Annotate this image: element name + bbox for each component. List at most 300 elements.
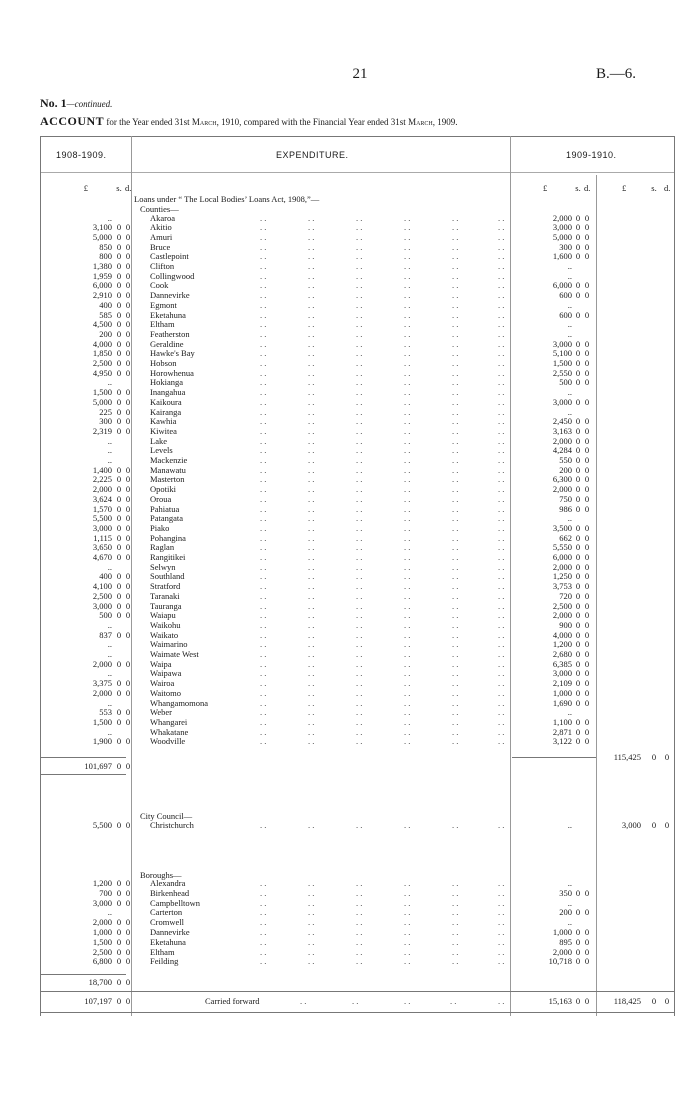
- cell-shillings-1908: 0: [116, 946, 122, 957]
- cell-pounds-1908: 1,380: [92, 261, 112, 271]
- cell-name: Birkenhead: [150, 887, 190, 898]
- unit-s-mid: s.: [575, 183, 581, 193]
- cell-shillings-1908: 0: [116, 280, 122, 291]
- counties-total-underline: [40, 774, 126, 775]
- cell-pounds-1908: 700: [99, 887, 112, 898]
- cell-shillings-1909: 0: [575, 571, 581, 582]
- cell-pence-1908: 0: [125, 484, 131, 495]
- cell-pounds-1908: 2,000: [92, 687, 112, 698]
- cell-shillings-1909: 0: [575, 736, 581, 747]
- cell-shillings-1909: 0: [575, 309, 581, 320]
- table-row: 2,910 0 0 Dannevirke 600 0 0 . . . . . . . . . . . .: [92, 290, 590, 301]
- table-row: 1,959 0 0 Collingwood .. . . . . . . . . . . . .: [92, 270, 572, 281]
- cell-pence-1909: 0: [584, 231, 590, 242]
- cell-pounds-1909: 2,000: [552, 212, 572, 223]
- table-row: 3,000 0 0 Piako 3,500 0 0 . . . . . . . . . . . .: [92, 522, 590, 533]
- cell-pounds-1909: ..: [567, 878, 572, 888]
- carried-total-shillings: 0: [651, 996, 657, 1006]
- table-row: 1,115 0 0 Pohangina 662 0 0 . . . . . . . . . . . .: [93, 532, 590, 543]
- cell-shillings-1908: 0: [116, 309, 122, 320]
- cell-shillings-1909: 0: [575, 542, 581, 553]
- cell-pence-1909: 0: [584, 726, 590, 737]
- cell-shillings-1908: 0: [116, 610, 122, 621]
- cell-pence-1908: 0: [125, 338, 131, 349]
- unit-pound-mid: £: [543, 183, 548, 193]
- cell-pounds-1909: 5,000: [552, 231, 572, 242]
- table-row: 400 0 0 Egmont .. . . . . . . . . . . . .: [99, 299, 572, 310]
- cell-shillings-1908: 0: [116, 629, 122, 640]
- cell-shillings-1908: 0: [116, 299, 122, 310]
- cell-shillings-1908: 0: [116, 270, 122, 281]
- table-row: 6,800 0 0 Feilding 10,718 0 0 . . . . . . . . . . . .: [92, 956, 590, 967]
- cell-pounds-1908: ..: [107, 435, 112, 446]
- cell-pounds-1908: ..: [107, 212, 112, 223]
- cell-pounds-1908: 2,000: [92, 658, 112, 669]
- cell-pence-1909: 0: [584, 396, 590, 407]
- cell-pence-1909: 0: [584, 348, 590, 359]
- table-row: .. Waikohu 900 0 0 . . . . . . . . . . . .: [107, 619, 590, 630]
- cell-pounds-1908: 400: [99, 299, 112, 310]
- cell-pounds-1908: 1,850: [92, 348, 112, 359]
- cell-pence-1908: 0: [125, 241, 131, 252]
- cell-pounds-1908: 3,650: [92, 542, 112, 553]
- cell-shillings-1909: 0: [575, 474, 581, 485]
- cell-pounds-1908: ..: [107, 907, 112, 918]
- cell-pounds-1908: 3,100: [92, 222, 112, 233]
- account-text-1: for the Year ended 31st: [106, 117, 190, 127]
- cell-shillings-1908: 0: [116, 396, 122, 407]
- cell-pounds-1908: 300: [99, 416, 112, 427]
- cell-name: Wairoa: [150, 678, 175, 689]
- cell-pounds-1908: 225: [99, 406, 112, 417]
- cell-shillings-1909: 0: [575, 503, 581, 514]
- cell-pounds-1909: ..: [567, 387, 572, 398]
- cell-pence-1909: 0: [584, 629, 590, 640]
- cell-pence-1909: 0: [584, 222, 590, 233]
- cell-name: Tauranga: [150, 600, 182, 611]
- cell-pounds-1908: 6,800: [92, 956, 112, 967]
- cell-name: Raglan: [150, 542, 175, 553]
- cell-pence-1908: 0: [125, 936, 131, 947]
- cell-pence-1909: 0: [584, 522, 590, 533]
- table-row: 4,500 0 0 Eltham .. . . . . . . . . . . . .: [92, 319, 572, 330]
- cell-pounds-1908: 5,000: [92, 396, 112, 407]
- cell-pounds-1909: 3,000: [552, 338, 572, 349]
- cell-pounds-1909: ..: [567, 328, 572, 339]
- cell-pounds-1909: 1,500: [552, 358, 572, 368]
- cell-name: Collingwood: [150, 270, 195, 281]
- cell-name: Clifton: [150, 261, 175, 271]
- city-shillings-1908: 0: [116, 820, 122, 830]
- cell-pence-1909: 0: [584, 338, 590, 349]
- expenditure-header: EXPENDITURE.: [276, 150, 349, 160]
- cell-name: Geraldine: [150, 338, 184, 349]
- cell-pounds-1908: 4,950: [92, 367, 112, 378]
- cell-shillings-1909: 0: [575, 687, 581, 698]
- table-row: 400 0 0 Southland 1,250 0 0 . . . . . . . . . . . .: [99, 571, 590, 582]
- cell-shillings-1908: 0: [116, 503, 122, 514]
- cell-pence-1908: 0: [125, 897, 131, 908]
- cell-pounds-1909: 2,000: [552, 561, 572, 572]
- unit-d-right: d.: [664, 183, 671, 193]
- march-2: March: [408, 117, 433, 127]
- cell-pounds-1909: ..: [567, 270, 572, 281]
- cell-shillings-1908: 0: [116, 348, 122, 359]
- cell-shillings-1909: 0: [575, 927, 581, 937]
- cell-pounds-1908: 4,500: [92, 319, 112, 330]
- cell-pence-1908: 0: [125, 887, 131, 898]
- cell-pence-1909: 0: [584, 946, 590, 957]
- cell-pence-1909: 0: [584, 474, 590, 485]
- cell-pounds-1908: 2,500: [92, 358, 112, 368]
- cell-pounds-1908: 850: [99, 241, 112, 252]
- table-row: 2,225 0 0 Masterton 6,300 0 0 . . . . . . . . . . . .: [92, 474, 590, 485]
- cell-pounds-1909: 3,000: [552, 668, 572, 679]
- table-row: 3,000 0 0 Tauranga 2,500 0 0 . . . . . . . . . . . .: [92, 600, 590, 611]
- cell-shillings-1908: 0: [116, 878, 122, 888]
- table-row: 3,624 0 0 Oroua 750 0 0 . . . . . . . . . . . .: [92, 493, 590, 504]
- cell-pounds-1909: ..: [567, 917, 572, 928]
- city-row: 5,500 0 0 Christchurch . . . . . . . . . . . . .. 3,000 0 0: [92, 820, 670, 830]
- cell-pounds-1908: ..: [107, 726, 112, 737]
- cell-pounds-1908: 3,000: [92, 600, 112, 611]
- unit-d-left: d.: [125, 183, 132, 193]
- cell-pence-1909: 0: [584, 367, 590, 378]
- cell-shillings-1909: 0: [575, 697, 581, 708]
- cell-shillings-1908: 0: [116, 736, 122, 747]
- cell-name: Waipa: [150, 658, 172, 669]
- cell-pence-1908: 0: [125, 678, 131, 689]
- cell-pounds-1908: ..: [107, 649, 112, 659]
- cell-pence-1908: 0: [125, 464, 131, 475]
- cell-name: Dannevirke: [150, 927, 190, 937]
- table-row: 225 0 0 Kairanga .. . . . . . . . . . . . .: [99, 406, 572, 417]
- account-word: ACCOUNT: [40, 114, 105, 128]
- table-row: .. Lake 2,000 0 0 . . . . . . . . . . . .: [107, 435, 590, 446]
- cell-name: Southland: [150, 571, 185, 582]
- cell-pence-1908: 0: [125, 610, 131, 621]
- cell-pounds-1909: ..: [567, 261, 572, 271]
- cell-shillings-1909: 0: [575, 581, 581, 592]
- table-row: 200 0 0 Featherston .. . . . . . . . . . . . .: [99, 328, 572, 339]
- cell-name: Feilding: [150, 956, 179, 967]
- cell-pence-1908: 0: [125, 348, 131, 359]
- cell-pounds-1909: 350: [559, 887, 572, 898]
- cell-pence-1909: 0: [584, 212, 590, 223]
- cell-pence-1908: 0: [125, 513, 131, 524]
- cell-pounds-1908: 4,000: [92, 338, 112, 349]
- cell-pounds-1908: 585: [99, 309, 112, 320]
- cell-name: Kaikoura: [150, 396, 182, 407]
- cell-name: Bruce: [150, 241, 171, 252]
- table-row: 850 0 0 Bruce 300 0 0 . . . . . . . . . . . .: [99, 241, 590, 252]
- cell-pounds-1908: 800: [99, 251, 112, 262]
- left-year-header: 1908-1909.: [56, 150, 107, 160]
- cell-shillings-1908: 0: [116, 707, 122, 718]
- table-row: .. Whangamomona 1,690 0 0 . . . . . . . . . . . .: [107, 697, 590, 708]
- cell-name: Woodville: [150, 736, 186, 747]
- cell-pounds-1909: 5,550: [552, 542, 572, 553]
- cell-pounds-1909: 600: [559, 290, 572, 301]
- table-row: 4,000 0 0 Geraldine 3,000 0 0 . . . . . . . . . . . .: [92, 338, 590, 349]
- cell-pence-1908: 0: [125, 532, 131, 543]
- table-row: 4,670 0 0 Rangitikei 6,000 0 0 . . . . . . . . . . . .: [92, 552, 590, 562]
- cell-name: Akitio: [150, 222, 172, 233]
- boroughs-total-shillings: 0: [116, 977, 122, 987]
- cell-pence-1909: 0: [584, 907, 590, 918]
- cell-name: Pohangina: [150, 532, 186, 543]
- counties-total-shillings-1908: 0: [116, 761, 122, 771]
- cell-pence-1908: 0: [125, 396, 131, 407]
- header-rule: [40, 172, 674, 173]
- table-row: 4,100 0 0 Stratford 3,753 0 0 . . . . . . . . . . . .: [92, 581, 590, 592]
- cell-name: Amuri: [150, 231, 173, 242]
- table-row: 2,500 0 0 Taranaki 720 0 0 . . . . . . . . . . . .: [92, 590, 590, 601]
- cell-pounds-1909: 2,871: [552, 726, 572, 737]
- cell-pence-1908: 0: [125, 542, 131, 553]
- cell-pence-1909: 0: [584, 552, 590, 562]
- cell-pence-1909: 0: [584, 610, 590, 621]
- cell-pence-1908: 0: [125, 707, 131, 718]
- cell-shillings-1908: 0: [116, 338, 122, 349]
- cell-name: Oroua: [150, 493, 172, 504]
- cell-pence-1909: 0: [584, 377, 590, 388]
- cell-pence-1908: 0: [125, 425, 131, 436]
- cell-name: Pahiatua: [150, 503, 180, 514]
- cell-shillings-1908: 0: [116, 600, 122, 611]
- cell-name: Opotiki: [150, 484, 176, 495]
- cell-pounds-1909: 10,718: [548, 956, 572, 967]
- cell-name: Weber: [150, 707, 172, 718]
- city-name: Christchurch: [150, 820, 194, 830]
- cell-pounds-1909: ..: [567, 319, 572, 330]
- cell-shillings-1908: 0: [116, 956, 122, 967]
- cell-pence-1908: 0: [125, 503, 131, 514]
- cell-shillings-1908: 0: [116, 416, 122, 427]
- boroughs-total-pence: 0: [125, 977, 131, 987]
- cell-name: Kairanga: [150, 406, 182, 417]
- cell-pounds-1908: ..: [107, 561, 112, 572]
- cell-shillings-1908: 0: [116, 678, 122, 689]
- cell-shillings-1909: 0: [575, 222, 581, 233]
- cell-name: Patangata: [150, 513, 184, 524]
- cell-name: Manawatu: [150, 464, 186, 475]
- cell-pence-1909: 0: [584, 590, 590, 601]
- cell-name: Masterton: [150, 474, 185, 485]
- counties-total-left-row: [0, 762, 700, 771]
- cell-pounds-1908: 1,200: [92, 878, 112, 888]
- cell-pence-1908: 0: [125, 270, 131, 281]
- cell-shillings-1909: 0: [575, 435, 581, 446]
- table-row: 1,000 0 0 Dannevirke 1,000 0 0 . . . . . . . . . . . .: [92, 927, 590, 937]
- cell-shillings-1908: 0: [116, 425, 122, 436]
- cell-shillings-1908: 0: [116, 522, 122, 533]
- counties-heading: Counties—: [140, 204, 179, 214]
- cell-shillings-1908: 0: [116, 358, 122, 368]
- table-row: .. Waimarino 1,200 0 0 . . . . . . . . . . . .: [107, 639, 590, 650]
- cell-pence-1909: 0: [584, 697, 590, 708]
- cell-shillings-1909: 0: [575, 887, 581, 898]
- cell-shillings-1909: 0: [575, 348, 581, 359]
- cell-pence-1909: 0: [584, 658, 590, 669]
- counties-total-shillings-1909: 0: [651, 752, 657, 762]
- cell-shillings-1909: 0: [575, 251, 581, 262]
- cell-shillings-1909: 0: [575, 956, 581, 967]
- cell-pounds-1908: 2,319: [92, 425, 112, 436]
- cell-shillings-1909: 0: [575, 552, 581, 562]
- cell-pence-1909: 0: [584, 241, 590, 252]
- cell-shillings-1909: 0: [575, 629, 581, 640]
- carried-forward-row: 107,197 0 0 Carried forward . . . . . . . . . . 15,163 0 0 118,425 0 0: [84, 996, 670, 1006]
- table-row: 837 0 0 Waikato 4,000 0 0 . . . . . . . . . . . .: [99, 629, 590, 640]
- cell-shillings-1909: 0: [575, 377, 581, 388]
- cell-shillings-1908: 0: [116, 897, 122, 908]
- carried-pounds-1908: 107,197: [84, 996, 112, 1006]
- cell-name: Waikohu: [150, 619, 181, 630]
- cell-shillings-1908: 0: [116, 927, 122, 937]
- cell-pounds-1908: 1,500: [92, 716, 112, 727]
- table-row: 1,500 0 0 Inangahua .. . . . . . . . . . . . .: [92, 387, 572, 398]
- cell-shillings-1908: 0: [116, 474, 122, 485]
- cell-pounds-1909: 720: [559, 590, 572, 601]
- cell-name: Whakatane: [150, 726, 189, 737]
- cell-pounds-1909: 1,250: [552, 571, 572, 582]
- cell-pence-1909: 0: [584, 927, 590, 937]
- counties-total-pence-1909: 0: [664, 752, 670, 762]
- cell-shillings-1909: 0: [575, 610, 581, 621]
- cell-name: Stratford: [150, 581, 181, 592]
- cell-shillings-1908: 0: [116, 387, 122, 398]
- cell-pence-1909: 0: [584, 416, 590, 427]
- cell-pounds-1908: 1,570: [92, 503, 112, 514]
- cell-pence-1909: 0: [584, 639, 590, 650]
- cell-name: Mackenzie: [150, 455, 188, 465]
- cell-shillings-1909: 0: [575, 678, 581, 689]
- cell-shillings-1909: 0: [575, 425, 581, 436]
- cell-pence-1909: 0: [584, 687, 590, 698]
- cell-shillings-1908: 0: [116, 319, 122, 330]
- cell-pounds-1908: 1,000: [92, 927, 112, 937]
- table-row: 3,650 0 0 Raglan 5,550 0 0 . . . . . . . . . . . .: [92, 542, 590, 553]
- cell-name: Egmont: [150, 299, 177, 310]
- table-row: .. Waipawa 3,000 0 0 . . . . . . . . . . . .: [107, 668, 590, 679]
- cell-pounds-1908: 2,000: [92, 484, 112, 495]
- cell-name: Waipawa: [150, 668, 182, 679]
- cell-pounds-1908: 1,500: [92, 387, 112, 398]
- cell-pounds-1909: 3,500: [552, 522, 572, 533]
- city-pounds-1908: 5,500: [92, 820, 112, 830]
- cell-pounds-1909: 6,300: [552, 474, 572, 485]
- table-row: 1,380 0 0 Clifton .. . . . . . . . . . . . .: [92, 261, 572, 271]
- cell-pence-1909: 0: [584, 581, 590, 592]
- boroughs-heading: Boroughs—: [140, 870, 182, 880]
- cell-shillings-1909: 0: [575, 484, 581, 495]
- cell-pence-1909: 0: [584, 455, 590, 465]
- cell-pounds-1908: 5,000: [92, 231, 112, 242]
- cell-pence-1909: 0: [584, 251, 590, 262]
- cell-name: Inangahua: [150, 387, 186, 398]
- cell-pence-1908: 0: [125, 319, 131, 330]
- city-total-pence: 0: [664, 820, 670, 830]
- cell-pounds-1909: 2,500: [552, 600, 572, 611]
- cell-shillings-1909: 0: [575, 231, 581, 242]
- cell-pounds-1909: 1,600: [552, 251, 572, 262]
- table-row: 300 0 0 Kawhia 2,450 0 0 . . . . . . . . . . . .: [99, 416, 590, 427]
- cell-shillings-1909: 0: [575, 493, 581, 504]
- unit-s-left: s.: [116, 183, 122, 193]
- unit-s-right: s.: [651, 183, 657, 193]
- table-row: 1,570 0 0 Pahiatua 986 0 0 . . . . . . . . . . . .: [92, 503, 590, 514]
- cell-pence-1908: 0: [125, 231, 131, 242]
- cell-pence-1909: 0: [584, 503, 590, 514]
- cell-name: Eketahuna: [150, 936, 186, 947]
- cell-shillings-1908: 0: [116, 716, 122, 727]
- cell-name: Hokianga: [150, 377, 184, 388]
- cell-name: Piako: [150, 522, 170, 533]
- table-row: 1,500 0 0 Eketahuna 895 0 0 . . . . . . . . . . . .: [92, 936, 590, 947]
- counties-total-pence-1908: 0: [125, 761, 131, 771]
- document-reference: B.—6.: [596, 66, 637, 82]
- table-row: .. Mackenzie 550 0 0 . . . . . . . . . . . .: [107, 455, 590, 465]
- table-row: 2,500 0 0 Hobson 1,500 0 0 . . . . . . . . . . . .: [92, 358, 590, 368]
- cell-shillings-1909: 0: [575, 716, 581, 727]
- page-number: 21: [352, 66, 368, 82]
- account-text-3: , 1909.: [432, 117, 458, 127]
- cell-name: Castlepoint: [150, 251, 189, 262]
- cell-pence-1909: 0: [584, 290, 590, 301]
- counties-total-pounds-1909: 115,425: [613, 752, 641, 762]
- cell-pence-1909: 0: [584, 358, 590, 368]
- cell-name: Eltham: [150, 946, 175, 957]
- cell-pence-1909: 0: [584, 280, 590, 291]
- table-row: .. Akaroa 2,000 0 0 . . . . . . . . . . . .: [107, 212, 590, 223]
- cell-shillings-1908: 0: [116, 513, 122, 524]
- cell-shillings-1908: 0: [116, 484, 122, 495]
- cell-pence-1909: 0: [584, 619, 590, 630]
- city-total-pounds: 3,000: [621, 820, 641, 830]
- cell-pounds-1909: ..: [567, 707, 572, 718]
- table-row: 3,000 0 0 Campbelltown .. . . . . . . . . . . . .: [92, 897, 572, 908]
- table-row: 5,000 0 0 Kaikoura 3,000 0 0 . . . . . . . . . . . .: [92, 396, 590, 407]
- account-title: [40, 114, 458, 129]
- table-row: 2,319 0 0 Kiwitea 3,163 0 0 . . . . . . . . . . . .: [92, 425, 590, 436]
- cell-name: Carterton: [150, 907, 183, 918]
- cell-shillings-1909: 0: [575, 561, 581, 572]
- cell-pounds-1908: 3,000: [92, 897, 112, 908]
- cell-pence-1908: 0: [125, 280, 131, 291]
- cell-pence-1908: 0: [125, 571, 131, 582]
- cell-pence-1908: 0: [125, 552, 131, 562]
- cell-name: Kiwitea: [150, 425, 177, 436]
- cell-pence-1908: 0: [125, 328, 131, 339]
- cell-pounds-1908: ..: [107, 639, 112, 650]
- cell-pounds-1909: ..: [567, 513, 572, 524]
- cell-shillings-1908: 0: [116, 261, 122, 271]
- schedule-label: No. 1: [40, 96, 67, 110]
- cell-pounds-1909: 750: [559, 493, 572, 504]
- cell-shillings-1908: 0: [116, 552, 122, 562]
- cell-pounds-1908: ..: [107, 697, 112, 708]
- cell-pounds-1909: 3,000: [552, 396, 572, 407]
- cell-pounds-1908: 1,115: [93, 532, 112, 543]
- cell-pence-1908: 0: [125, 600, 131, 611]
- cell-shillings-1908: 0: [116, 251, 122, 262]
- cell-pounds-1909: ..: [567, 299, 572, 310]
- cell-shillings-1909: 0: [575, 639, 581, 650]
- cell-pounds-1909: 3,163: [552, 425, 572, 436]
- cell-pounds-1908: 1,959: [92, 270, 112, 281]
- cell-name: Featherston: [150, 328, 190, 339]
